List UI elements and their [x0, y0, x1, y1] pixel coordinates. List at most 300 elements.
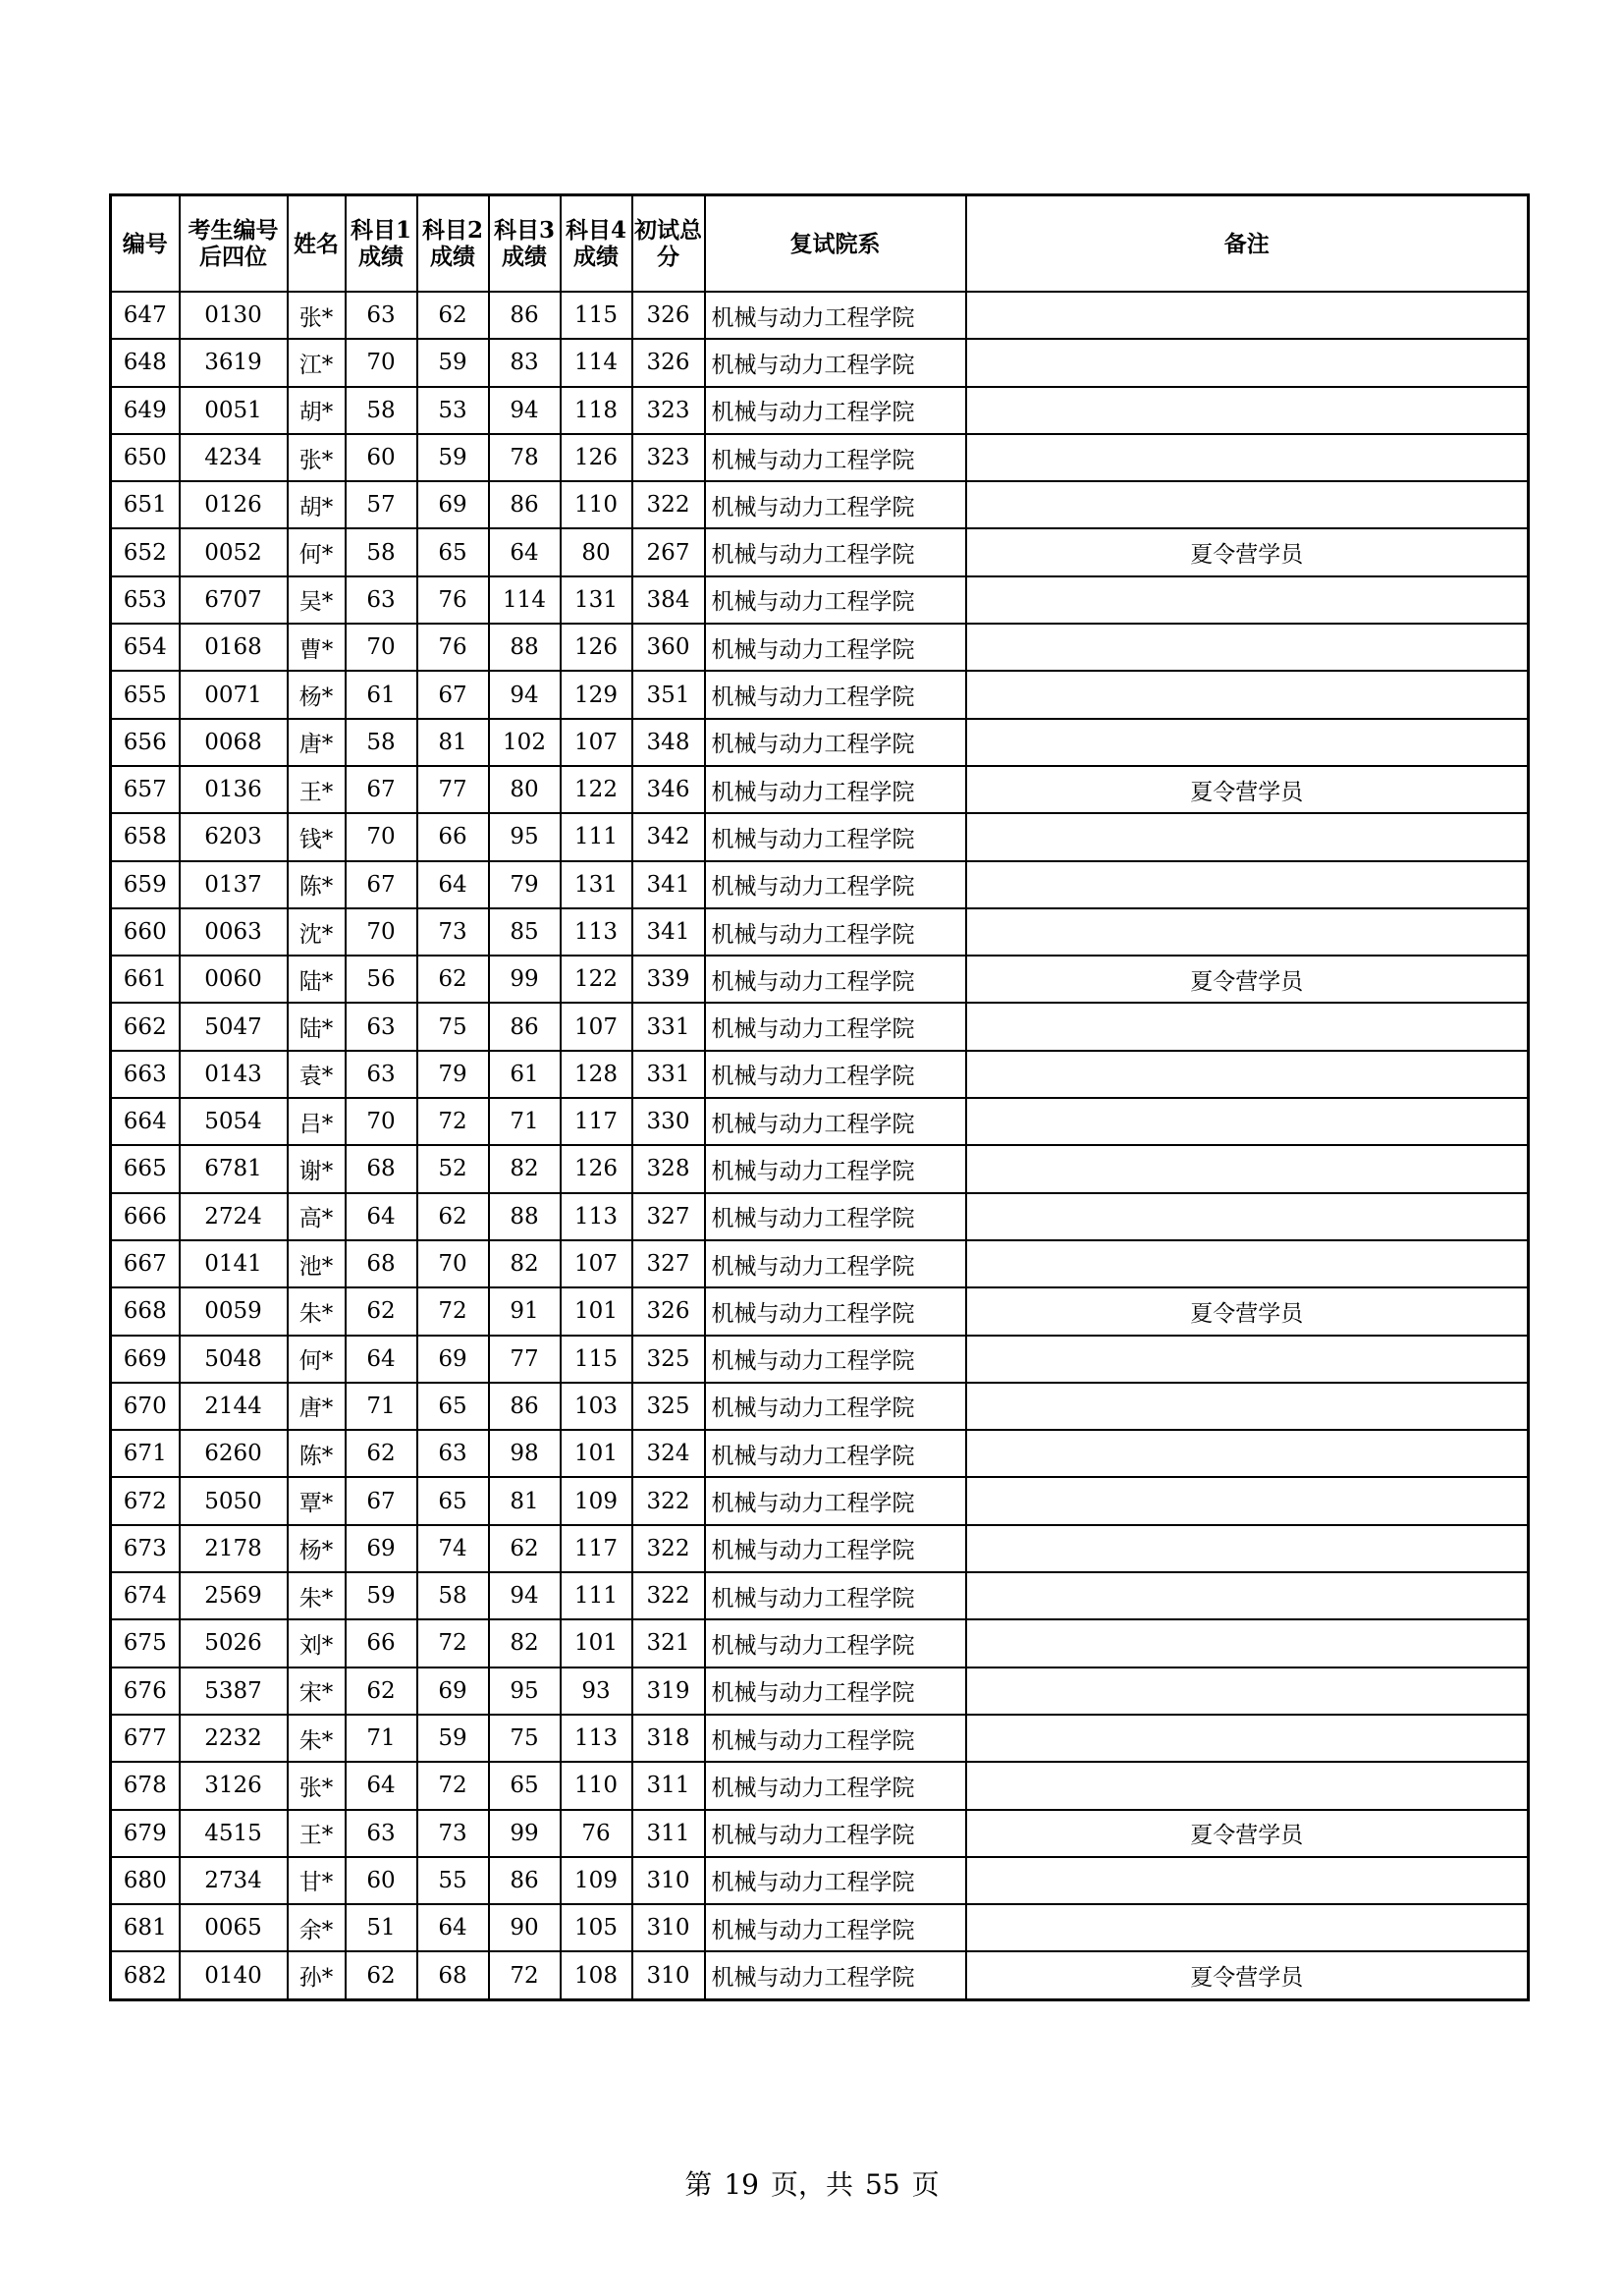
header-note: 备注: [966, 195, 1529, 293]
cell-subject4: 131: [561, 861, 632, 908]
cell-note: [966, 1667, 1529, 1715]
cell-no: 674: [111, 1572, 180, 1619]
cell-subject4: 111: [561, 1572, 632, 1619]
cell-note: [966, 1051, 1529, 1098]
cell-subject3: 79: [489, 861, 561, 908]
cell-name: 刘*: [288, 1619, 346, 1667]
cell-total: 342: [632, 813, 705, 860]
cell-department: 机械与动力工程学院: [705, 1904, 966, 1951]
cell-candidate-id: 2724: [180, 1193, 288, 1240]
cell-subject2: 65: [417, 528, 489, 575]
table-row: [111, 1810, 1529, 1857]
cell-total: 267: [632, 528, 705, 575]
cell-subject1: 63: [346, 1810, 417, 1857]
table-row: [111, 1193, 1529, 1240]
cell-total: 330: [632, 1098, 705, 1145]
cell-department: 机械与动力工程学院: [705, 1145, 966, 1192]
cell-subject4: 107: [561, 1240, 632, 1287]
table-row: [111, 1619, 1529, 1667]
cell-subject1: 70: [346, 624, 417, 671]
cell-name: 袁*: [288, 1051, 346, 1098]
cell-subject3: 83: [489, 339, 561, 386]
cell-subject1: 60: [346, 434, 417, 481]
cell-subject1: 63: [346, 1003, 417, 1050]
cell-department: 机械与动力工程学院: [705, 1477, 966, 1524]
cell-note: [966, 387, 1529, 434]
cell-name: 何*: [288, 528, 346, 575]
cell-candidate-id: 0063: [180, 908, 288, 956]
cell-no: 681: [111, 1904, 180, 1951]
cell-subject4: 113: [561, 908, 632, 956]
cell-subject1: 61: [346, 671, 417, 718]
cell-subject4: 114: [561, 339, 632, 386]
cell-department: 机械与动力工程学院: [705, 1572, 966, 1619]
cell-subject4: 109: [561, 1857, 632, 1904]
cell-name: 陈*: [288, 861, 346, 908]
cell-department: 机械与动力工程学院: [705, 1003, 966, 1050]
cell-subject1: 57: [346, 481, 417, 528]
cell-department: 机械与动力工程学院: [705, 528, 966, 575]
cell-name: 杨*: [288, 671, 346, 718]
cell-subject3: 95: [489, 1667, 561, 1715]
table-row: [111, 1762, 1529, 1809]
cell-note: [966, 339, 1529, 386]
cell-subject4: 118: [561, 387, 632, 434]
cell-department: 机械与动力工程学院: [705, 908, 966, 956]
cell-subject4: 126: [561, 624, 632, 671]
cell-subject2: 77: [417, 766, 489, 813]
cell-subject4: 105: [561, 1904, 632, 1951]
cell-candidate-id: 0051: [180, 387, 288, 434]
cell-note: [966, 1904, 1529, 1951]
cell-total: 327: [632, 1193, 705, 1240]
cell-candidate-id: 6203: [180, 813, 288, 860]
cell-department: 机械与动力工程学院: [705, 813, 966, 860]
cell-note: [966, 1193, 1529, 1240]
cell-note: 夏令营学员: [966, 1951, 1529, 1999]
cell-department: 机械与动力工程学院: [705, 1715, 966, 1762]
cell-subject2: 66: [417, 813, 489, 860]
table-row: [111, 766, 1529, 813]
table-row: [111, 1098, 1529, 1145]
cell-total: 325: [632, 1336, 705, 1383]
cell-name: 覃*: [288, 1477, 346, 1524]
header-subject3: 科目3成绩: [489, 195, 561, 293]
cell-subject2: 63: [417, 1430, 489, 1477]
cell-candidate-id: 0052: [180, 528, 288, 575]
cell-subject3: 82: [489, 1145, 561, 1192]
cell-subject2: 75: [417, 1003, 489, 1050]
cell-no: 680: [111, 1857, 180, 1904]
cell-subject3: 65: [489, 1762, 561, 1809]
cell-subject1: 70: [346, 908, 417, 956]
cell-department: 机械与动力工程学院: [705, 1098, 966, 1145]
cell-note: [966, 1857, 1529, 1904]
cell-subject3: 94: [489, 387, 561, 434]
table-row: [111, 528, 1529, 575]
cell-subject3: 94: [489, 1572, 561, 1619]
cell-subject3: 86: [489, 1003, 561, 1050]
table-row: [111, 292, 1529, 339]
cell-total: 318: [632, 1715, 705, 1762]
cell-total: 324: [632, 1430, 705, 1477]
cell-subject2: 72: [417, 1287, 489, 1335]
cell-name: 吕*: [288, 1098, 346, 1145]
cell-note: [966, 1525, 1529, 1572]
cell-subject1: 51: [346, 1904, 417, 1951]
cell-subject1: 66: [346, 1619, 417, 1667]
cell-subject3: 114: [489, 576, 561, 624]
cell-no: 647: [111, 292, 180, 339]
cell-subject4: 117: [561, 1098, 632, 1145]
cell-subject4: 126: [561, 434, 632, 481]
cell-note: [966, 1003, 1529, 1050]
table-row: [111, 1145, 1529, 1192]
cell-subject1: 71: [346, 1715, 417, 1762]
cell-note: [966, 434, 1529, 481]
cell-department: 机械与动力工程学院: [705, 1667, 966, 1715]
cell-subject1: 63: [346, 1051, 417, 1098]
cell-subject4: 128: [561, 1051, 632, 1098]
cell-name: 甘*: [288, 1857, 346, 1904]
cell-note: [966, 1619, 1529, 1667]
cell-subject4: 107: [561, 719, 632, 766]
cell-subject2: 65: [417, 1383, 489, 1430]
footer-mid: 页，共: [770, 2168, 853, 2201]
cell-subject1: 62: [346, 1430, 417, 1477]
header-name: 姓名: [288, 195, 346, 293]
cell-name: 张*: [288, 292, 346, 339]
cell-department: 机械与动力工程学院: [705, 766, 966, 813]
table-row: [111, 1240, 1529, 1287]
cell-subject2: 62: [417, 1193, 489, 1240]
cell-candidate-id: 0130: [180, 292, 288, 339]
page-footer: [0, 2163, 1624, 2203]
cell-subject2: 69: [417, 481, 489, 528]
cell-subject3: 80: [489, 766, 561, 813]
cell-name: 胡*: [288, 387, 346, 434]
cell-subject2: 64: [417, 1904, 489, 1951]
cell-candidate-id: 3126: [180, 1762, 288, 1809]
cell-name: 张*: [288, 434, 346, 481]
cell-department: 机械与动力工程学院: [705, 1051, 966, 1098]
cell-subject4: 93: [561, 1667, 632, 1715]
cell-total: 348: [632, 719, 705, 766]
table-row: [111, 387, 1529, 434]
cell-note: [966, 576, 1529, 624]
cell-total: 326: [632, 292, 705, 339]
cell-department: 机械与动力工程学院: [705, 434, 966, 481]
cell-candidate-id: 4234: [180, 434, 288, 481]
cell-candidate-id: 0071: [180, 671, 288, 718]
cell-candidate-id: 0136: [180, 766, 288, 813]
table-row: [111, 1430, 1529, 1477]
table-row: [111, 1904, 1529, 1951]
table-header-row: [111, 195, 1529, 293]
cell-subject3: 86: [489, 1857, 561, 1904]
cell-subject3: 85: [489, 908, 561, 956]
cell-no: 668: [111, 1287, 180, 1335]
cell-subject2: 52: [417, 1145, 489, 1192]
table-row: [111, 1336, 1529, 1383]
table-row: [111, 1383, 1529, 1430]
table-row: [111, 861, 1529, 908]
cell-note: [966, 1098, 1529, 1145]
cell-subject3: 90: [489, 1904, 561, 1951]
cell-subject4: 129: [561, 671, 632, 718]
cell-subject1: 67: [346, 861, 417, 908]
cell-subject3: 94: [489, 671, 561, 718]
cell-candidate-id: 0140: [180, 1951, 288, 1999]
cell-subject4: 110: [561, 1762, 632, 1809]
cell-no: 667: [111, 1240, 180, 1287]
cell-subject1: 68: [346, 1145, 417, 1192]
cell-subject2: 59: [417, 434, 489, 481]
cell-note: 夏令营学员: [966, 956, 1529, 1003]
cell-name: 谢*: [288, 1145, 346, 1192]
cell-candidate-id: 0141: [180, 1240, 288, 1287]
cell-no: 650: [111, 434, 180, 481]
footer-prefix: 第: [684, 2168, 713, 2201]
cell-subject1: 56: [346, 956, 417, 1003]
cell-subject3: 86: [489, 292, 561, 339]
cell-no: 672: [111, 1477, 180, 1524]
cell-subject1: 60: [346, 1857, 417, 1904]
cell-department: 机械与动力工程学院: [705, 481, 966, 528]
cell-name: 何*: [288, 1336, 346, 1383]
cell-name: 曹*: [288, 624, 346, 671]
cell-subject2: 55: [417, 1857, 489, 1904]
header-subject2: 科目2成绩: [417, 195, 489, 293]
cell-department: 机械与动力工程学院: [705, 1336, 966, 1383]
cell-subject4: 115: [561, 1336, 632, 1383]
cell-name: 朱*: [288, 1572, 346, 1619]
cell-name: 朱*: [288, 1715, 346, 1762]
cell-no: 656: [111, 719, 180, 766]
cell-subject4: 110: [561, 481, 632, 528]
cell-subject4: 111: [561, 813, 632, 860]
cell-name: 孙*: [288, 1951, 346, 1999]
cell-subject1: 62: [346, 1287, 417, 1335]
cell-note: [966, 1572, 1529, 1619]
cell-department: 机械与动力工程学院: [705, 1383, 966, 1430]
cell-subject1: 70: [346, 1098, 417, 1145]
cell-subject4: 113: [561, 1193, 632, 1240]
cell-note: [966, 1336, 1529, 1383]
table-row: [111, 339, 1529, 386]
cell-note: [966, 1762, 1529, 1809]
cell-total: 341: [632, 908, 705, 956]
cell-subject4: 103: [561, 1383, 632, 1430]
cell-subject2: 70: [417, 1240, 489, 1287]
cell-subject1: 70: [346, 339, 417, 386]
cell-candidate-id: 6260: [180, 1430, 288, 1477]
cell-total: 325: [632, 1383, 705, 1430]
table-row: [111, 1477, 1529, 1524]
cell-name: 宋*: [288, 1667, 346, 1715]
cell-candidate-id: 2144: [180, 1383, 288, 1430]
cell-subject1: 64: [346, 1762, 417, 1809]
cell-candidate-id: 0168: [180, 624, 288, 671]
cell-department: 机械与动力工程学院: [705, 861, 966, 908]
cell-department: 机械与动力工程学院: [705, 1762, 966, 1809]
cell-subject1: 64: [346, 1336, 417, 1383]
cell-note: 夏令营学员: [966, 766, 1529, 813]
cell-no: 664: [111, 1098, 180, 1145]
cell-subject1: 64: [346, 1193, 417, 1240]
cell-department: 机械与动力工程学院: [705, 1525, 966, 1572]
cell-subject2: 73: [417, 1810, 489, 1857]
cell-subject3: 61: [489, 1051, 561, 1098]
cell-note: 夏令营学员: [966, 1810, 1529, 1857]
cell-department: 机械与动力工程学院: [705, 624, 966, 671]
cell-note: [966, 1383, 1529, 1430]
cell-subject4: 107: [561, 1003, 632, 1050]
current-page-number: 19: [724, 2168, 759, 2201]
cell-total: 322: [632, 481, 705, 528]
cell-name: 余*: [288, 1904, 346, 1951]
cell-note: [966, 1145, 1529, 1192]
table-row: [111, 1951, 1529, 1999]
cell-subject2: 74: [417, 1525, 489, 1572]
header-subject1: 科目1成绩: [346, 195, 417, 293]
cell-name: 池*: [288, 1240, 346, 1287]
cell-no: 671: [111, 1430, 180, 1477]
table-row: [111, 1572, 1529, 1619]
table-row: [111, 908, 1529, 956]
cell-subject4: 80: [561, 528, 632, 575]
cell-note: [966, 481, 1529, 528]
cell-total: 331: [632, 1051, 705, 1098]
cell-subject1: 63: [346, 576, 417, 624]
cell-subject2: 69: [417, 1667, 489, 1715]
cell-subject3: 86: [489, 1383, 561, 1430]
cell-department: 机械与动力工程学院: [705, 719, 966, 766]
cell-subject3: 71: [489, 1098, 561, 1145]
table-row: [111, 956, 1529, 1003]
cell-candidate-id: 5047: [180, 1003, 288, 1050]
cell-total: 326: [632, 339, 705, 386]
cell-subject3: 82: [489, 1619, 561, 1667]
cell-subject1: 67: [346, 766, 417, 813]
cell-name: 唐*: [288, 719, 346, 766]
cell-no: 652: [111, 528, 180, 575]
cell-name: 王*: [288, 766, 346, 813]
cell-department: 机械与动力工程学院: [705, 1240, 966, 1287]
cell-name: 朱*: [288, 1287, 346, 1335]
cell-total: 322: [632, 1477, 705, 1524]
cell-subject2: 53: [417, 387, 489, 434]
cell-subject2: 72: [417, 1098, 489, 1145]
cell-department: 机械与动力工程学院: [705, 1619, 966, 1667]
cell-subject1: 71: [346, 1383, 417, 1430]
cell-subject1: 58: [346, 719, 417, 766]
cell-name: 陆*: [288, 956, 346, 1003]
table-row: [111, 1003, 1529, 1050]
cell-no: 651: [111, 481, 180, 528]
cell-no: 675: [111, 1619, 180, 1667]
cell-subject3: 98: [489, 1430, 561, 1477]
cell-subject1: 63: [346, 292, 417, 339]
cell-total: 323: [632, 434, 705, 481]
cell-note: [966, 1240, 1529, 1287]
table-row: [111, 1667, 1529, 1715]
cell-total: 326: [632, 1287, 705, 1335]
cell-note: [966, 1430, 1529, 1477]
cell-subject2: 72: [417, 1762, 489, 1809]
table-row: [111, 481, 1529, 528]
cell-note: [966, 861, 1529, 908]
cell-department: 机械与动力工程学院: [705, 339, 966, 386]
cell-note: [966, 813, 1529, 860]
cell-total: 321: [632, 1619, 705, 1667]
cell-no: 655: [111, 671, 180, 718]
cell-note: [966, 1477, 1529, 1524]
cell-subject1: 68: [346, 1240, 417, 1287]
cell-name: 沈*: [288, 908, 346, 956]
cell-subject3: 75: [489, 1715, 561, 1762]
cell-subject4: 101: [561, 1430, 632, 1477]
cell-candidate-id: 6707: [180, 576, 288, 624]
cell-name: 张*: [288, 1762, 346, 1809]
cell-department: 机械与动力工程学院: [705, 1810, 966, 1857]
cell-candidate-id: 3619: [180, 339, 288, 386]
cell-note: [966, 292, 1529, 339]
cell-subject3: 95: [489, 813, 561, 860]
cell-no: 661: [111, 956, 180, 1003]
cell-subject2: 69: [417, 1336, 489, 1383]
cell-subject3: 88: [489, 1193, 561, 1240]
cell-subject2: 59: [417, 339, 489, 386]
cell-total: 360: [632, 624, 705, 671]
cell-no: 663: [111, 1051, 180, 1098]
cell-subject4: 108: [561, 1951, 632, 1999]
cell-subject3: 99: [489, 1810, 561, 1857]
cell-subject1: 70: [346, 813, 417, 860]
cell-no: 665: [111, 1145, 180, 1192]
cell-no: 648: [111, 339, 180, 386]
cell-subject4: 117: [561, 1525, 632, 1572]
table-row: [111, 1287, 1529, 1335]
cell-total: 310: [632, 1904, 705, 1951]
cell-subject2: 59: [417, 1715, 489, 1762]
cell-subject3: 102: [489, 719, 561, 766]
cell-subject3: 82: [489, 1240, 561, 1287]
cell-no: 676: [111, 1667, 180, 1715]
cell-note: 夏令营学员: [966, 1287, 1529, 1335]
cell-candidate-id: 0143: [180, 1051, 288, 1098]
cell-no: 649: [111, 387, 180, 434]
cell-no: 658: [111, 813, 180, 860]
cell-candidate-id: 2734: [180, 1857, 288, 1904]
cell-no: 678: [111, 1762, 180, 1809]
cell-subject3: 77: [489, 1336, 561, 1383]
cell-subject3: 86: [489, 481, 561, 528]
cell-candidate-id: 2569: [180, 1572, 288, 1619]
cell-candidate-id: 0126: [180, 481, 288, 528]
cell-subject4: 113: [561, 1715, 632, 1762]
cell-department: 机械与动力工程学院: [705, 1430, 966, 1477]
cell-no: 659: [111, 861, 180, 908]
cell-subject4: 76: [561, 1810, 632, 1857]
cell-candidate-id: 2178: [180, 1525, 288, 1572]
cell-name: 钱*: [288, 813, 346, 860]
cell-name: 陆*: [288, 1003, 346, 1050]
cell-subject2: 58: [417, 1572, 489, 1619]
cell-subject4: 122: [561, 766, 632, 813]
cell-total: 323: [632, 387, 705, 434]
cell-note: [966, 719, 1529, 766]
